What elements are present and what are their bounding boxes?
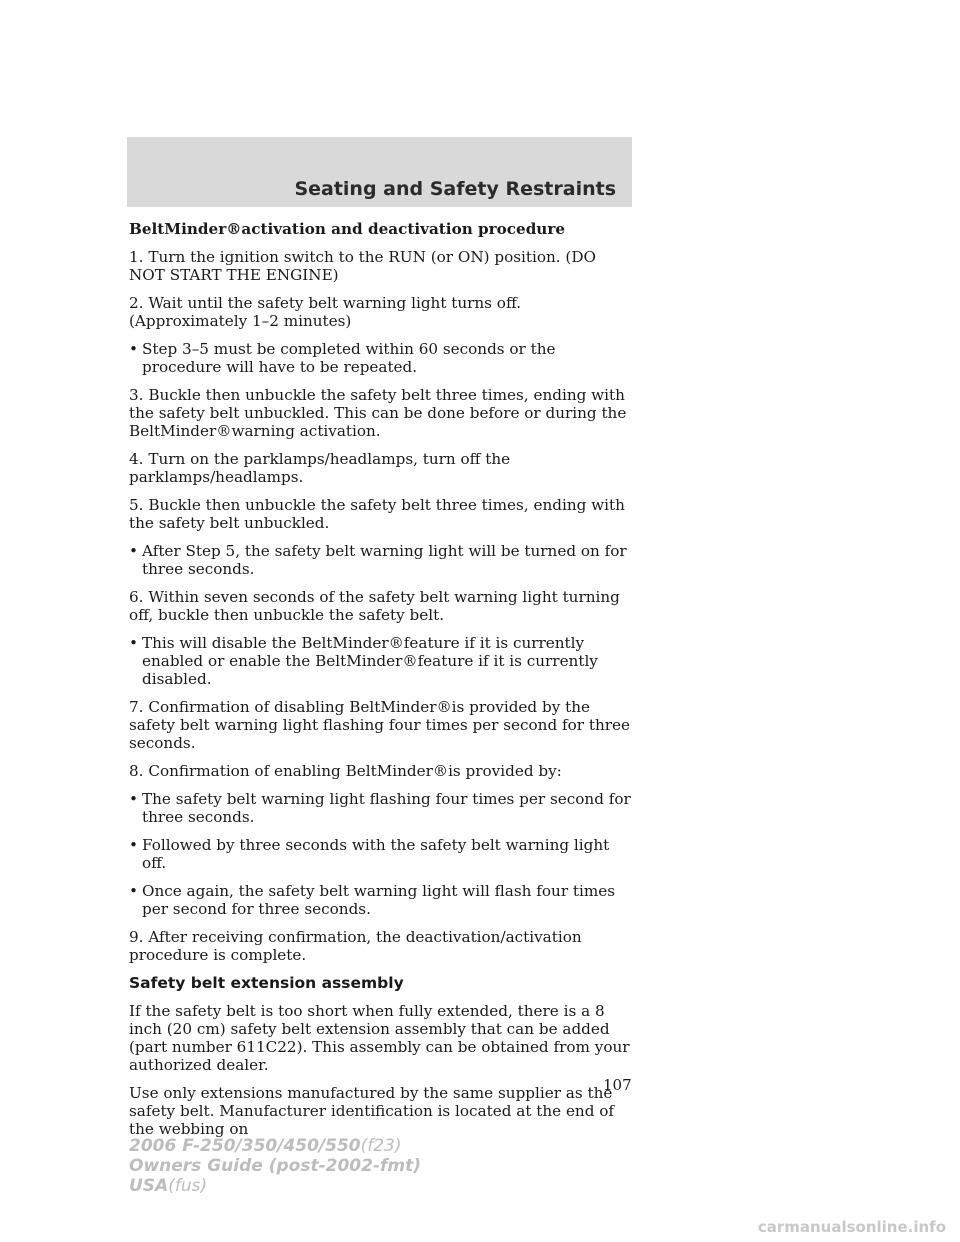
footer-line-3 xyxy=(129,1176,421,1196)
bullet-item xyxy=(129,882,634,918)
footer-line-2: Owners Guide (post-2002-fmt) xyxy=(129,1156,422,1176)
bullet-icon: • xyxy=(129,340,138,358)
bullet-text-part: feature if it is currently disabled. xyxy=(142,652,598,688)
footer xyxy=(129,1136,421,1196)
page-content xyxy=(129,220,634,1148)
step-3-text-end: warning activation. xyxy=(231,422,381,440)
bullet-text: Followed by three seconds with the safety belt warning light off. xyxy=(142,836,610,872)
bullet-item xyxy=(129,542,634,578)
bullet-text: After Step 5, the safety belt warning light will be turned on for three seconds. xyxy=(142,542,627,578)
registered-mark: ® xyxy=(432,762,449,780)
bullet-text xyxy=(142,634,634,688)
step-8-text: 8. Confirmation of enabling BeltMinder xyxy=(129,762,433,780)
step-6: 6. Within seven seconds of the safety belt warning light turning off, buckle then unbuckle the safety belt. xyxy=(129,588,620,624)
page-section-title: Seating and Safety Restraints xyxy=(294,178,616,200)
step-8 xyxy=(129,762,634,780)
bullet-item xyxy=(129,634,634,688)
registered-mark: ® xyxy=(388,634,404,652)
footer-market: USA xyxy=(129,1176,169,1196)
registered-mark: ® xyxy=(226,220,242,238)
footer-model-code: (f23) xyxy=(360,1136,402,1156)
bullet-icon: • xyxy=(129,882,138,900)
step-9: 9. After receiving confirmation, the deactivation/activation procedure is complete. xyxy=(129,928,582,964)
heading-rest: activation and deactivation procedure xyxy=(241,220,566,238)
bullet-item xyxy=(129,790,634,826)
bullet-icon: • xyxy=(129,790,138,808)
registered-mark: ® xyxy=(402,652,418,670)
step-5: 5. Buckle then unbuckle the safety belt three times, ending with the safety belt unbuckled. xyxy=(129,496,625,532)
page-number: 107 xyxy=(603,1076,632,1094)
footer-market-code: (fus) xyxy=(168,1176,208,1196)
bullet-icon: • xyxy=(129,634,138,652)
paragraph: Use only extensions manufactured by the same supplier as the safety belt. Manufacturer identification is located at the end of the webbing on xyxy=(129,1084,615,1138)
step-1: 1. Turn the ignition switch to the RUN (or ON) position. (DO NOT START THE ENGINE) xyxy=(129,248,596,284)
bullet-item xyxy=(129,340,634,376)
procedure-heading xyxy=(129,220,634,238)
step-3 xyxy=(129,386,634,440)
step-7 xyxy=(129,698,634,752)
paragraph: If the safety belt is too short when fully extended, there is a 8 inch (20 cm) safety belt extension assembly that can be added (part number 611C22). This assembly can be obtained from your authorized dealer. xyxy=(129,1002,630,1074)
registered-mark: ® xyxy=(436,698,452,716)
section-heading: Safety belt extension assembly xyxy=(129,974,404,992)
step-4: 4. Turn on the parklamps/headlamps, turn off the parklamps/headlamps. xyxy=(129,450,511,486)
footer-model: 2006 F-250/350/450/550 xyxy=(129,1136,361,1156)
beltminder-word: BeltMinder xyxy=(129,220,227,238)
step-8-text-end: is provided by: xyxy=(448,762,562,780)
header-band xyxy=(127,137,632,207)
bullet-icon: • xyxy=(129,836,138,854)
bullet-text-part: This will disable the BeltMinder xyxy=(142,634,389,652)
bullet-text: Once again, the safety belt warning light will flash four times per second for three seconds. xyxy=(142,882,616,918)
step-7-text-end: is provided by the safety belt warning light flashing four times per second for three seconds. xyxy=(129,698,630,752)
footer-line-1 xyxy=(129,1136,421,1156)
bullet-text-part: feature if it is currently enabled or enable the BeltMinder xyxy=(142,634,585,670)
bullet-item xyxy=(129,836,634,872)
watermark: carmanualsonline.info xyxy=(757,1218,946,1236)
step-7-text: 7. Confirmation of disabling BeltMinder xyxy=(129,698,437,716)
step-3-text: 3. Buckle then unbuckle the safety belt three times, ending with the safety belt unbuckled. This can be done before or during the BeltMinder xyxy=(129,386,627,440)
step-2: 2. Wait until the safety belt warning light turns off. (Approximately 1–2 minutes) xyxy=(129,294,522,330)
bullet-text: Step 3–5 must be completed within 60 seconds or the procedure will have to be repeated. xyxy=(142,340,556,376)
bullet-icon: • xyxy=(129,542,138,560)
registered-mark: ® xyxy=(216,422,232,440)
bullet-text: The safety belt warning light flashing four times per second for three seconds. xyxy=(142,790,631,826)
